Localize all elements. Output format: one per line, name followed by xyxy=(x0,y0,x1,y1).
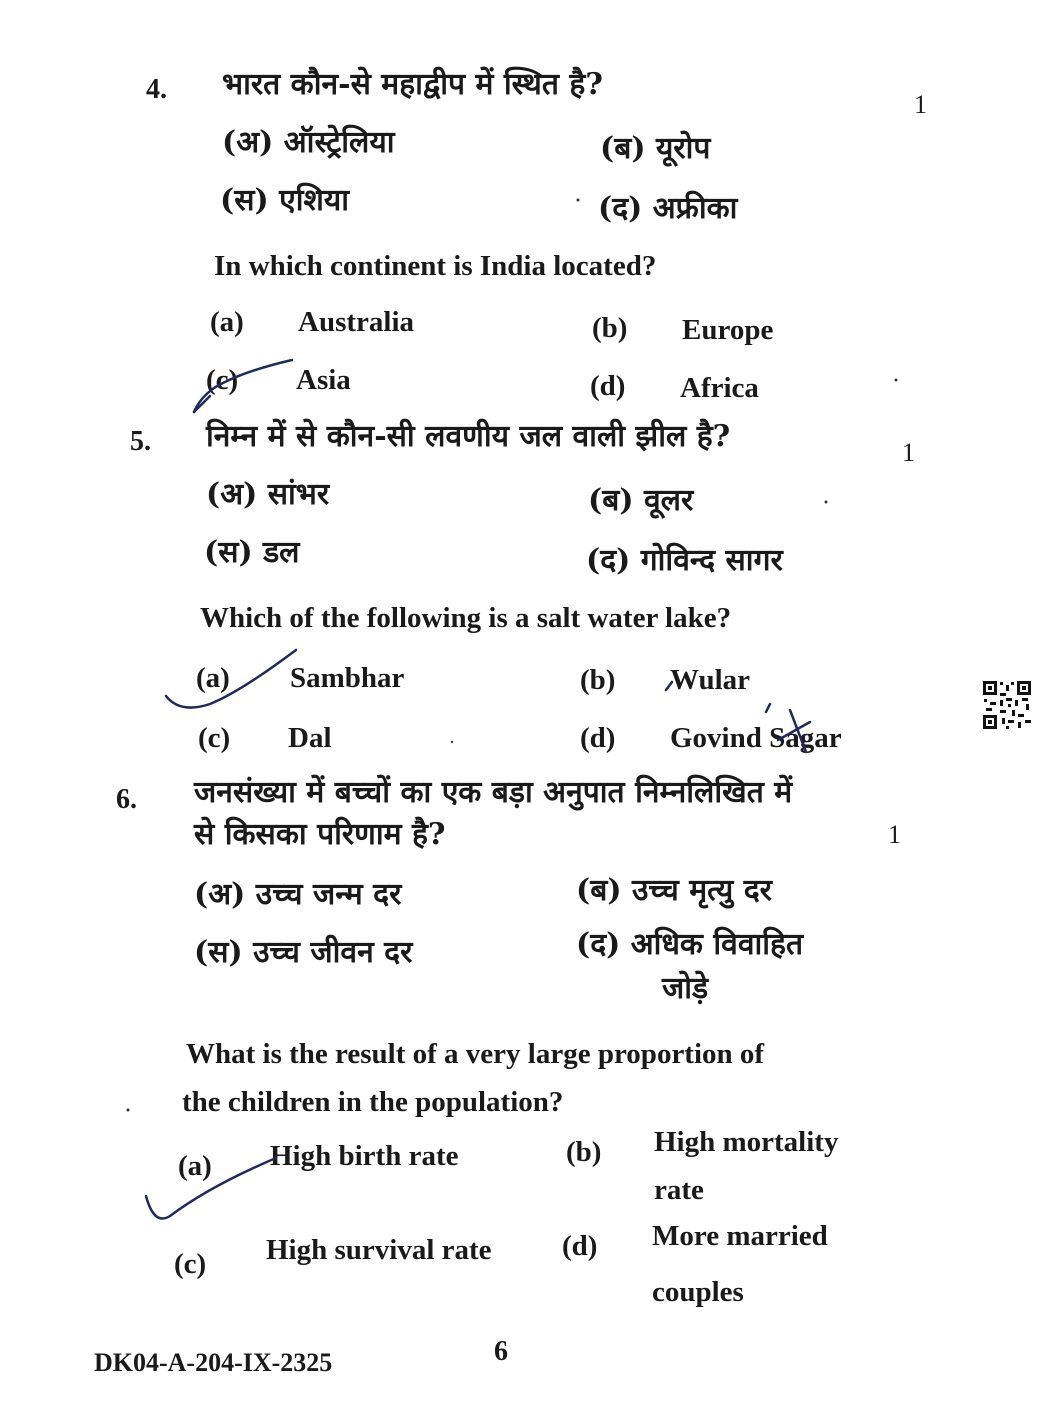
question-4-english-text: In which continent is India located? xyxy=(214,250,657,282)
q6-option-d-text: More married xyxy=(652,1220,828,1252)
q4-hindi-option-b: (ब) यूरोप xyxy=(600,131,711,166)
question-5-number: 5. xyxy=(130,426,151,457)
q5-answer-tick-icon xyxy=(166,650,296,708)
q4-hindi-option-c: (स) एशिया xyxy=(220,183,350,218)
q5-option-d-text: Govind Sagar xyxy=(670,722,842,754)
q5-option-b-text: Wular xyxy=(670,664,751,696)
q6-option-a-label: (a) xyxy=(178,1150,212,1182)
q6-hindi-option-d: (द) अधिक विवाहित xyxy=(576,927,804,962)
q5-hindi-option-b: (ब) वूलर xyxy=(588,483,694,518)
question-5-marks: 1 xyxy=(902,438,915,467)
q4-hindi-option-d: (द) अफ्रीका xyxy=(598,191,738,226)
q4-option-c-label: (c) xyxy=(206,364,239,396)
q6-hindi-option-c: (स) उच्च जीवन दर xyxy=(194,935,413,970)
q5-option-c-label: (c) xyxy=(198,722,231,754)
question-6-english-text-line1: What is the result of a very large proportion of xyxy=(186,1038,765,1070)
q4-option-d-text: Africa xyxy=(680,372,759,404)
footer-page-number: 6 xyxy=(494,1336,508,1367)
q4-option-b-text: Europe xyxy=(682,314,774,346)
q6-option-b-text-line2: rate xyxy=(654,1174,704,1206)
question-6-hindi-text-line2: से किसका परिणाम है? xyxy=(194,817,446,852)
q6-option-d-label: (d) xyxy=(562,1230,598,1262)
q4-option-b-label: (b) xyxy=(592,312,628,344)
question-4-hindi-text: भारत कौन-से महाद्वीप में स्थित है? xyxy=(222,67,603,102)
question-5-english-text: Which of the following is a salt water lake? xyxy=(200,602,732,634)
q4-option-a-label: (a) xyxy=(210,306,244,338)
qr-code-icon xyxy=(982,680,1032,730)
q5-hindi-option-a: (अ) सांभर xyxy=(206,477,330,512)
q6-hindi-option-a: (अ) उच्च जन्म दर xyxy=(194,877,402,912)
q6-option-c-text: High survival rate xyxy=(266,1234,492,1266)
q5-hindi-option-c: (स) डल xyxy=(204,535,300,570)
q5-hindi-option-d: (द) गोविन्द सागर xyxy=(586,543,783,578)
q6-hindi-option-b: (ब) उच्च मृत्यु दर xyxy=(576,873,772,908)
q6-option-b-text: High mortality xyxy=(654,1126,839,1158)
question-6-hindi-text-line1: जनसंख्या में बच्चों का एक बड़ा अनुपात निम्नलिखित में xyxy=(194,775,793,810)
footer-paper-code: DK04-A-204-IX-2325 xyxy=(94,1348,333,1377)
q4-option-a-text: Australia xyxy=(298,306,414,338)
question-6-english-text-line2: the children in the population? xyxy=(182,1086,564,1118)
question-6-marks: 1 xyxy=(888,820,901,849)
q5-option-b-label: (b) xyxy=(580,664,616,696)
q6-option-b-label: (b) xyxy=(566,1136,602,1168)
q6-hindi-option-d-line2: जोड़े xyxy=(662,971,709,1006)
q4-hindi-option-a: (अ) ऑस्ट्रेलिया xyxy=(222,125,395,160)
question-4-marks: 1 xyxy=(914,90,927,119)
q5-option-a-text: Sambhar xyxy=(290,662,405,694)
q5-option-d-label: (d) xyxy=(580,722,616,754)
q6-option-a-text: High birth rate xyxy=(270,1140,459,1172)
q5-option-a-label: (a) xyxy=(196,662,230,694)
q4-option-c-text: Asia xyxy=(296,364,351,396)
question-5-hindi-text: निम्न में से कौन-सी लवणीय जल वाली झील है? xyxy=(206,419,731,454)
q5-option-c-text: Dal xyxy=(288,722,332,754)
q4-option-d-label: (d) xyxy=(590,370,626,402)
question-6-number: 6. xyxy=(116,784,137,815)
question-4-number: 4. xyxy=(146,74,167,105)
q6-option-c-label: (c) xyxy=(174,1248,207,1280)
q6-option-d-text-line2: couples xyxy=(652,1276,744,1308)
